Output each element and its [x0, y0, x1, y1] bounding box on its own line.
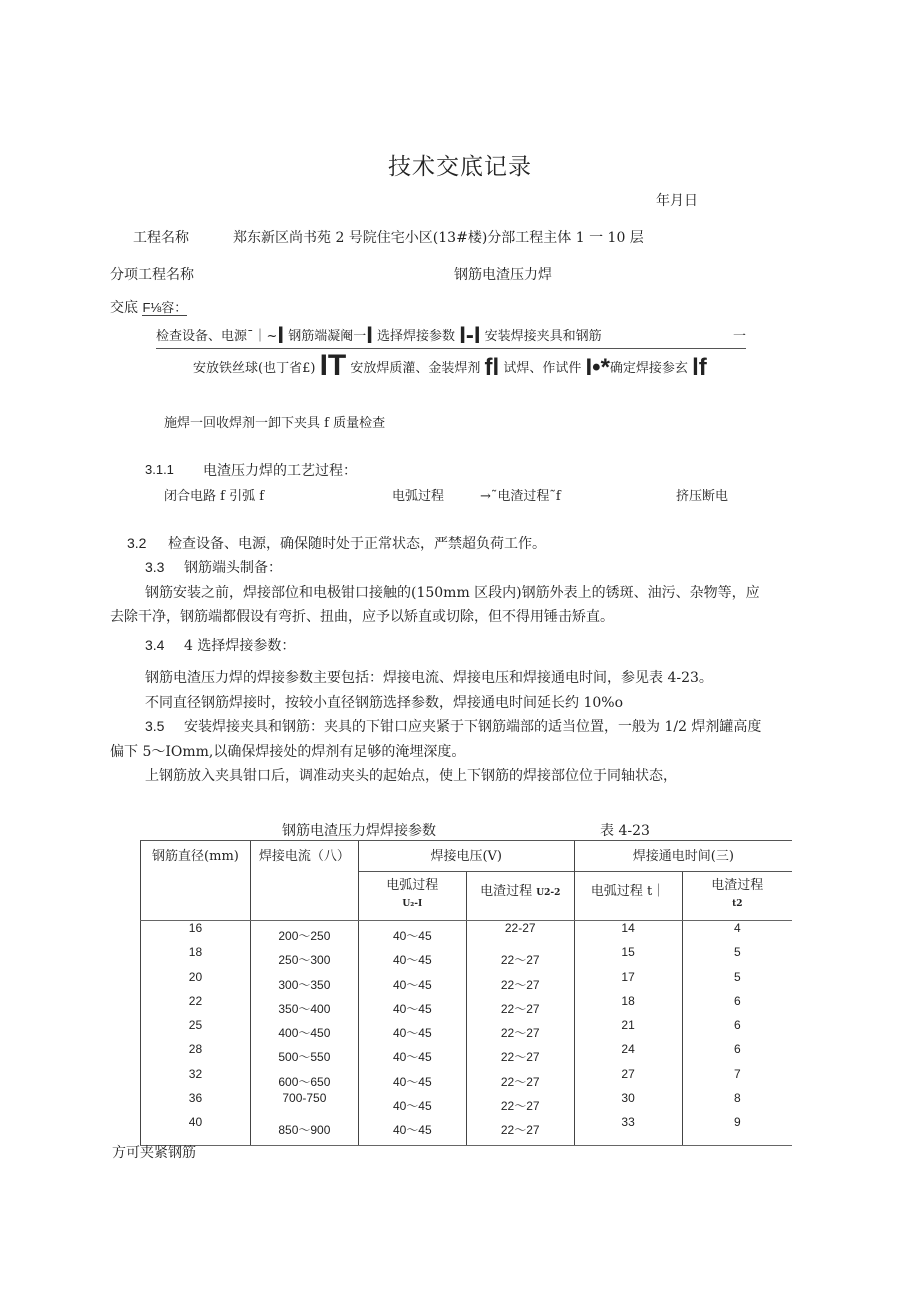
welding-parameters-table [140, 840, 792, 1146]
header-time: 焊接通电时间(三) [574, 841, 792, 872]
header-arc-time [574, 872, 682, 921]
cell-diameter: 16 [141, 921, 251, 946]
section-3-3-para-line-2: 去除干净，钢筋端都假设有弯折、扭曲，应予以矫直或切除，但不得用锤击矫直。 [110, 609, 614, 625]
table-row [141, 921, 793, 946]
subproject-value: 钢筋电渣压力焊 [454, 267, 552, 283]
header-diameter: 钢筋直径(mm) [141, 841, 251, 921]
flow-arrow-glyph: I•* [585, 354, 610, 381]
cell-current: 200～250 [250, 921, 358, 946]
cell-diameter: 20 [141, 970, 251, 994]
process-step-slag: →˜电渣过程˜f [480, 489, 561, 504]
cell-slag-voltage: 22～27 [466, 1018, 574, 1042]
process-step-upset: 挤压断电 [676, 489, 729, 504]
cell-slag-voltage: 22～27 [466, 1091, 574, 1115]
section-3-4-para-2: 不同直径钢筋焊接时，按较小直径钢筋选择参数，焊接通电时间延长约 10%o [145, 695, 623, 711]
cell-current: 250～300 [250, 945, 358, 969]
table-row [141, 970, 793, 994]
table-caption: 钢筋电渣压力焊焊接参数 [282, 823, 436, 839]
section-3-5-line-1: 安装焊接夹具和钢筋：夹具的下钳口应夹紧于下钢筋端部的适当位置，一般为 1/2 焊剂罐高度 [184, 719, 762, 735]
cell-diameter: 22 [141, 994, 251, 1018]
content-label-garbled: F⅛容： [142, 300, 188, 315]
section-3-2-number: 3.2 [127, 535, 147, 551]
process-step-arc: 电弧过程 [392, 489, 445, 504]
cell-slag-voltage: 22～27 [466, 945, 574, 969]
table-row [141, 1067, 793, 1091]
cell-slag-voltage: 22～27 [466, 970, 574, 994]
section-3-3-number: 3.3 [145, 559, 165, 575]
header-arc-time-label: 电弧过程 t｜ [590, 884, 666, 899]
content-label [110, 297, 187, 317]
section-3-2-text: 检查设备、电源，确保随时处于正常状态，严禁超负荷工作。 [168, 536, 546, 552]
cell-arc-voltage: 40～45 [358, 970, 466, 994]
flow-step-install-clamp: 安装焊接夹具和钢筋 [484, 329, 602, 344]
header-arc-voltage [358, 872, 466, 921]
cell-diameter: 28 [141, 1042, 251, 1066]
cell-arc-time: 30 [574, 1091, 682, 1115]
cell-arc-time: 17 [574, 970, 682, 994]
cell-arc-time: 24 [574, 1042, 682, 1066]
cell-slag-voltage: 22～27 [466, 1067, 574, 1091]
header-arc-voltage-label: 电弧过程 [386, 878, 439, 893]
cell-slag-time: 6 [682, 1042, 792, 1066]
header-slag-time-symbol: t2 [732, 899, 743, 909]
flow-dash: 一 [732, 329, 746, 344]
cell-slag-time: 7 [682, 1067, 792, 1091]
cell-slag-time: 9 [682, 1115, 792, 1146]
flow-arrow-glyph: lf [692, 354, 707, 381]
cell-arc-voltage: 40～45 [358, 1067, 466, 1091]
section-3-4-para-1: 钢筋电渣压力焊的焊接参数主要包括：焊接电流、焊接电压和焊接通电时间，参见表 4-23。 [145, 670, 713, 686]
flow-step-check-equipment: 检查设备、电源ˉ｜~ [156, 329, 278, 344]
flow-arrow-glyph: IT [319, 349, 347, 382]
cell-slag-time: 6 [682, 994, 792, 1018]
section-3-4-heading: 4 选择焊接参数： [184, 638, 296, 654]
header-slag-time [682, 872, 792, 921]
flow-arrow-glyph: I [277, 322, 285, 349]
cell-diameter: 18 [141, 945, 251, 969]
cell-slag-time: 6 [682, 1018, 792, 1042]
cell-arc-voltage: 40～45 [358, 945, 466, 969]
header-slag-voltage [466, 872, 574, 921]
cell-diameter: 40 [141, 1115, 251, 1146]
section-3-1-1-heading: 电渣压力焊的工艺过程： [203, 463, 357, 479]
cell-diameter: 25 [141, 1018, 251, 1042]
header-current: 焊接电流（八） [250, 841, 358, 921]
cell-slag-voltage: 22～27 [466, 1042, 574, 1066]
cell-diameter: 32 [141, 1067, 251, 1091]
cell-slag-time: 4 [682, 921, 792, 946]
cell-slag-voltage: 22-27 [466, 921, 574, 946]
project-name-label: 工程名称 [133, 230, 189, 246]
flow-arrow-glyph: I-I [459, 322, 481, 349]
cell-current: 300～350 [250, 970, 358, 994]
cell-arc-voltage: 40～45 [358, 994, 466, 1018]
cell-arc-time: 15 [574, 945, 682, 969]
document-title: 技术交底记录 [388, 154, 532, 180]
flow-step-rebar-end: 钢筋端凝阉一 [288, 329, 367, 344]
cell-arc-time: 33 [574, 1115, 682, 1146]
cell-arc-time: 18 [574, 994, 682, 1018]
table-row [141, 1091, 793, 1115]
flow-step-select-params: 选择焊接参数 [377, 329, 456, 344]
cell-arc-voltage: 40～45 [358, 1018, 466, 1042]
cell-arc-time: 27 [574, 1067, 682, 1091]
cell-slag-voltage: 22～27 [466, 1115, 574, 1146]
cell-slag-time: 5 [682, 945, 792, 969]
table-row [141, 945, 793, 969]
cell-arc-voltage: 40～45 [358, 1042, 466, 1066]
cell-arc-voltage: 40～45 [358, 1115, 466, 1146]
header-arc-voltage-symbol: U₂-I [402, 899, 423, 909]
cell-arc-voltage: 40～45 [358, 921, 466, 946]
table-number: 表 4-23 [600, 823, 650, 839]
table-row [141, 994, 793, 1018]
flow-step-confirm-params: 确定焊接参玄 [609, 361, 688, 376]
cell-current: 500～550 [250, 1042, 358, 1066]
flow-line-2 [193, 349, 707, 382]
section-3-5-line-2: 偏下 5～IOmm,以确保焊接处的焊剂有足够的淹埋深度。 [110, 744, 466, 760]
flow-step-wire-ball: 安放铁丝球(也丁省£) [193, 361, 316, 376]
table-row [141, 1018, 793, 1042]
cell-current: 600～650 [250, 1067, 358, 1091]
cell-slag-time: 8 [682, 1091, 792, 1115]
cell-slag-voltage: 22～27 [466, 994, 574, 1018]
section-3-3-heading: 钢筋端头制备： [184, 560, 282, 576]
cell-slag-time: 5 [682, 970, 792, 994]
subproject-label: 分项工程名称 [110, 267, 194, 283]
header-slag-time-label: 电渣过程 [711, 878, 764, 893]
footer-text: 方可夹紧钢筋 [112, 1145, 196, 1161]
cell-current: 350～400 [250, 994, 358, 1018]
cell-arc-time: 21 [574, 1018, 682, 1042]
cell-current: 400～450 [250, 1018, 358, 1042]
header-voltage: 焊接电压(V) [358, 841, 574, 872]
flow-step-trial-weld: 试焊、作试件 [503, 361, 582, 376]
header-slag-voltage-symbol: U2-2 [536, 888, 561, 898]
table-row [141, 1042, 793, 1066]
section-3-5-number: 3.5 [145, 718, 165, 734]
cell-arc-time: 14 [574, 921, 682, 946]
flow-step-flux-can: 安放焊质灌、金装焊剂 [350, 361, 481, 376]
flow-line-3: 施焊一回收焊剂一卸下夹具 f 质量检查 [164, 416, 386, 431]
header-slag-voltage-label: 电渣过程 [480, 884, 533, 899]
project-name-value: 郑东新区尚书苑 2 号院住宅小区(13#楼)分部工程主体 1 一 10 层 [233, 230, 644, 246]
section-3-3-para-line-1: 钢筋安装之前，焊接部位和电极钳口接触的(150mm 区段内)钢筋外表上的锈斑、油污、杂物等，应 [145, 585, 760, 601]
section-3-5-line-3: 上钢筋放入夹具钳口后，调准动夹头的起始点，使上下钢筋的焊接部位位于同轴状态， [145, 768, 677, 784]
cell-diameter: 36 [141, 1091, 251, 1115]
flow-arrow-glyph: fl [484, 354, 500, 381]
content-label-text: 交底 [110, 300, 138, 316]
cell-current: 850～900 [250, 1115, 358, 1146]
section-3-1-1-number: 3.1.1 [145, 462, 174, 477]
flow-line-1 [156, 322, 746, 349]
process-step-close-circuit: 闭合电路 f 引弧 f [164, 489, 265, 504]
cell-arc-voltage: 40～45 [358, 1091, 466, 1115]
table-row [141, 1115, 793, 1146]
date-label: 年月日 [656, 193, 698, 209]
cell-current: 700-750 [250, 1091, 358, 1115]
section-3-4-number: 3.4 [145, 637, 165, 653]
flow-arrow-glyph: I [366, 322, 373, 349]
